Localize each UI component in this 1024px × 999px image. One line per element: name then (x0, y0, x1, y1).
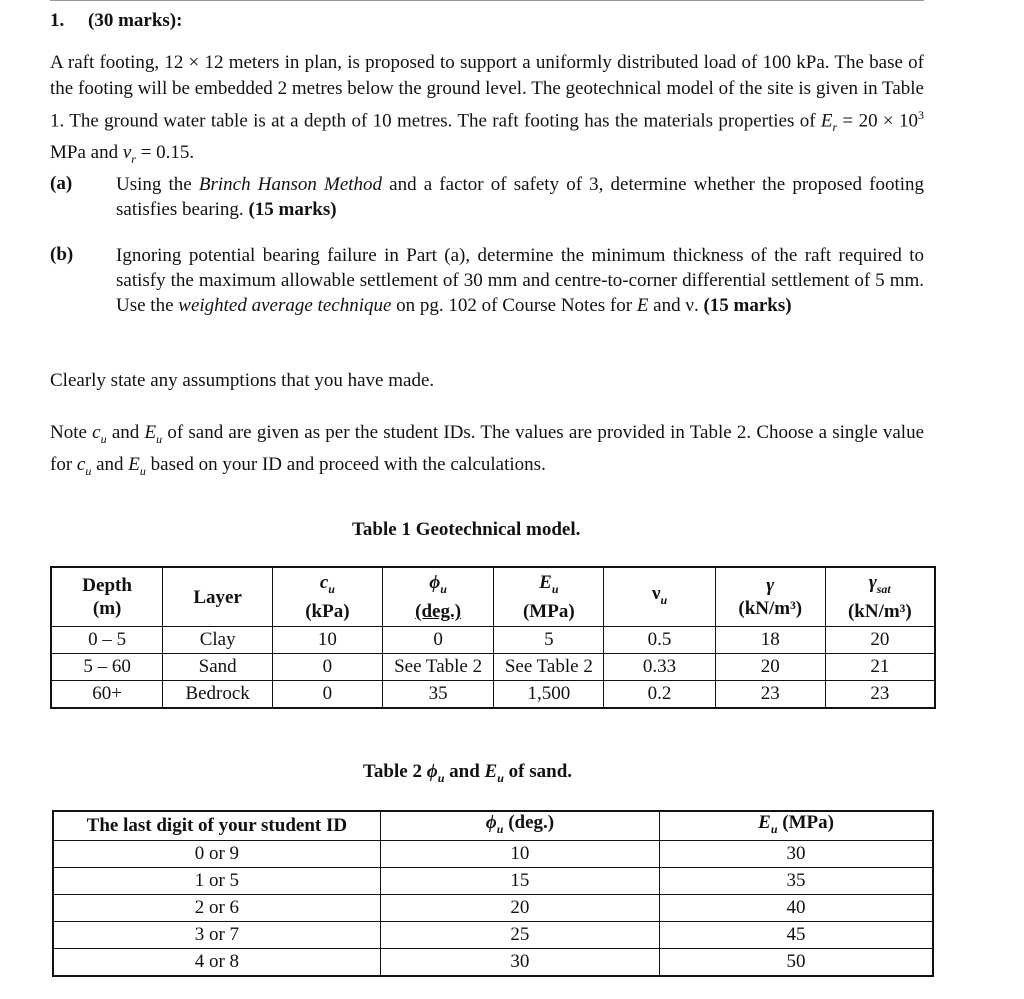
cell: See Table 2 (382, 654, 494, 681)
header-gamma-sat: $\gamma_{sat}$ (kN/m³) (825, 567, 935, 627)
header-layer: Layer (163, 567, 273, 627)
cell: 1 or 5 (53, 868, 380, 895)
cell: 0 (273, 681, 383, 709)
table-row (51, 627, 935, 654)
cell: 10 (380, 841, 659, 868)
question-marks: (30 marks): (88, 10, 183, 31)
cell: 25 (380, 922, 659, 949)
cell: 23 (825, 681, 935, 709)
header-depth: Depth (m) (51, 567, 163, 627)
cell: 0 (273, 654, 383, 681)
cell: 20 (825, 627, 935, 654)
table-row (51, 681, 935, 709)
cell: 20 (380, 895, 659, 922)
cell: 0.5 (604, 627, 716, 654)
cell: 0.2 (604, 681, 716, 709)
header-phi: $\phi_u$ (deg.) (382, 567, 494, 627)
cell: 4 or 8 (53, 949, 380, 977)
cell: 21 (825, 654, 935, 681)
cell: Bedrock (163, 681, 273, 709)
cell: 10 (273, 627, 383, 654)
cell: See Table 2 (494, 654, 604, 681)
cell: 30 (380, 949, 659, 977)
header-student-id: The last digit of your student ID (53, 811, 380, 841)
header-nu: $\nu_u$ (604, 567, 716, 627)
table2-caption: Table 2 $\phi_u$ and $E_u$ of sand. (363, 761, 573, 785)
cell: Clay (163, 627, 273, 654)
header-cu: $c_u$ (kPa) (273, 567, 383, 627)
cell: 35 (660, 868, 933, 895)
cell: 0 – 5 (51, 627, 163, 654)
student-id-note: Note $c_u$ and $E_u$ of sand are given as per the student IDs. The values are provided in Table 2. Choose a single value for $c_u$ and $E_u$ based on your ID and proceed with the calculations. (50, 422, 924, 478)
cell: 50 (660, 949, 933, 977)
cell: 5 (494, 627, 604, 654)
cell: Sand (163, 654, 273, 681)
cell: 23 (715, 681, 825, 709)
cell: 3 or 7 (53, 922, 380, 949)
table-row (53, 922, 933, 949)
cell: 2 or 6 (53, 895, 380, 922)
cell: 30 (660, 841, 933, 868)
geotechnical-model-table (50, 566, 936, 709)
part-a-label: (a) (50, 173, 73, 194)
cell: 0.33 (604, 654, 716, 681)
cell: 5 – 60 (51, 654, 163, 681)
table-row (51, 654, 935, 681)
cell: 20 (715, 654, 825, 681)
table1-header-row (51, 567, 935, 627)
part-b-text: Ignoring potential bearing failure in Part (a), determine the minimum thickness of the raft required to satisfy the maximum allowable settlement of 30 mm and centre-to-corner differential settlement of 5 mm. Use the weighted average technique on pg. 102 of Course Notes for E and ν. (15 marks) (116, 245, 924, 316)
table-row (53, 895, 933, 922)
cell: 0 (382, 627, 494, 654)
sand-properties-table (52, 810, 934, 977)
table1-caption: Table 1 Geotechnical model. (352, 519, 581, 540)
question-number: 1. (50, 10, 65, 31)
table-row (53, 868, 933, 895)
cell: 15 (380, 868, 659, 895)
header-eu-mpa: $E_u$ (MPa) (660, 811, 933, 841)
header-eu: $E_u$ (MPa) (494, 567, 604, 627)
cell: 0 or 9 (53, 841, 380, 868)
cell: 18 (715, 627, 825, 654)
cell: 40 (660, 895, 933, 922)
cell: 35 (382, 681, 494, 709)
header-phi-deg: $\phi_u$ (deg.) (380, 811, 659, 841)
assumptions-note: Clearly state any assumptions that you have made. (50, 370, 435, 391)
top-rule (50, 0, 924, 1)
part-a-text: Using the Brinch Hanson Method and a factor of safety of 3, determine whether the proposed footing satisfies bearing. (15 marks) (116, 174, 925, 220)
table2-header-row (53, 811, 933, 841)
part-b-label: (b) (50, 244, 74, 265)
cell: 1,500 (494, 681, 604, 709)
cell: 45 (660, 922, 933, 949)
intro-paragraph: A raft footing, 12 × 12 meters in plan, is proposed to support a uniformly distributed load of 100 kPa. The base of the footing will be embedded 2 metres below the ground level. The geotechnical model of the site is given in Table 1. The ground water table is at a depth of 10 metres. The raft footing has the materials properties of $E_r = 20 \times 10^3$ MPa and $\nu_r = 0.15$. (50, 52, 924, 166)
table-row (53, 841, 933, 868)
header-gamma: γ (kN/m³) (715, 567, 825, 627)
table-row (53, 949, 933, 977)
cell: 60+ (51, 681, 163, 709)
